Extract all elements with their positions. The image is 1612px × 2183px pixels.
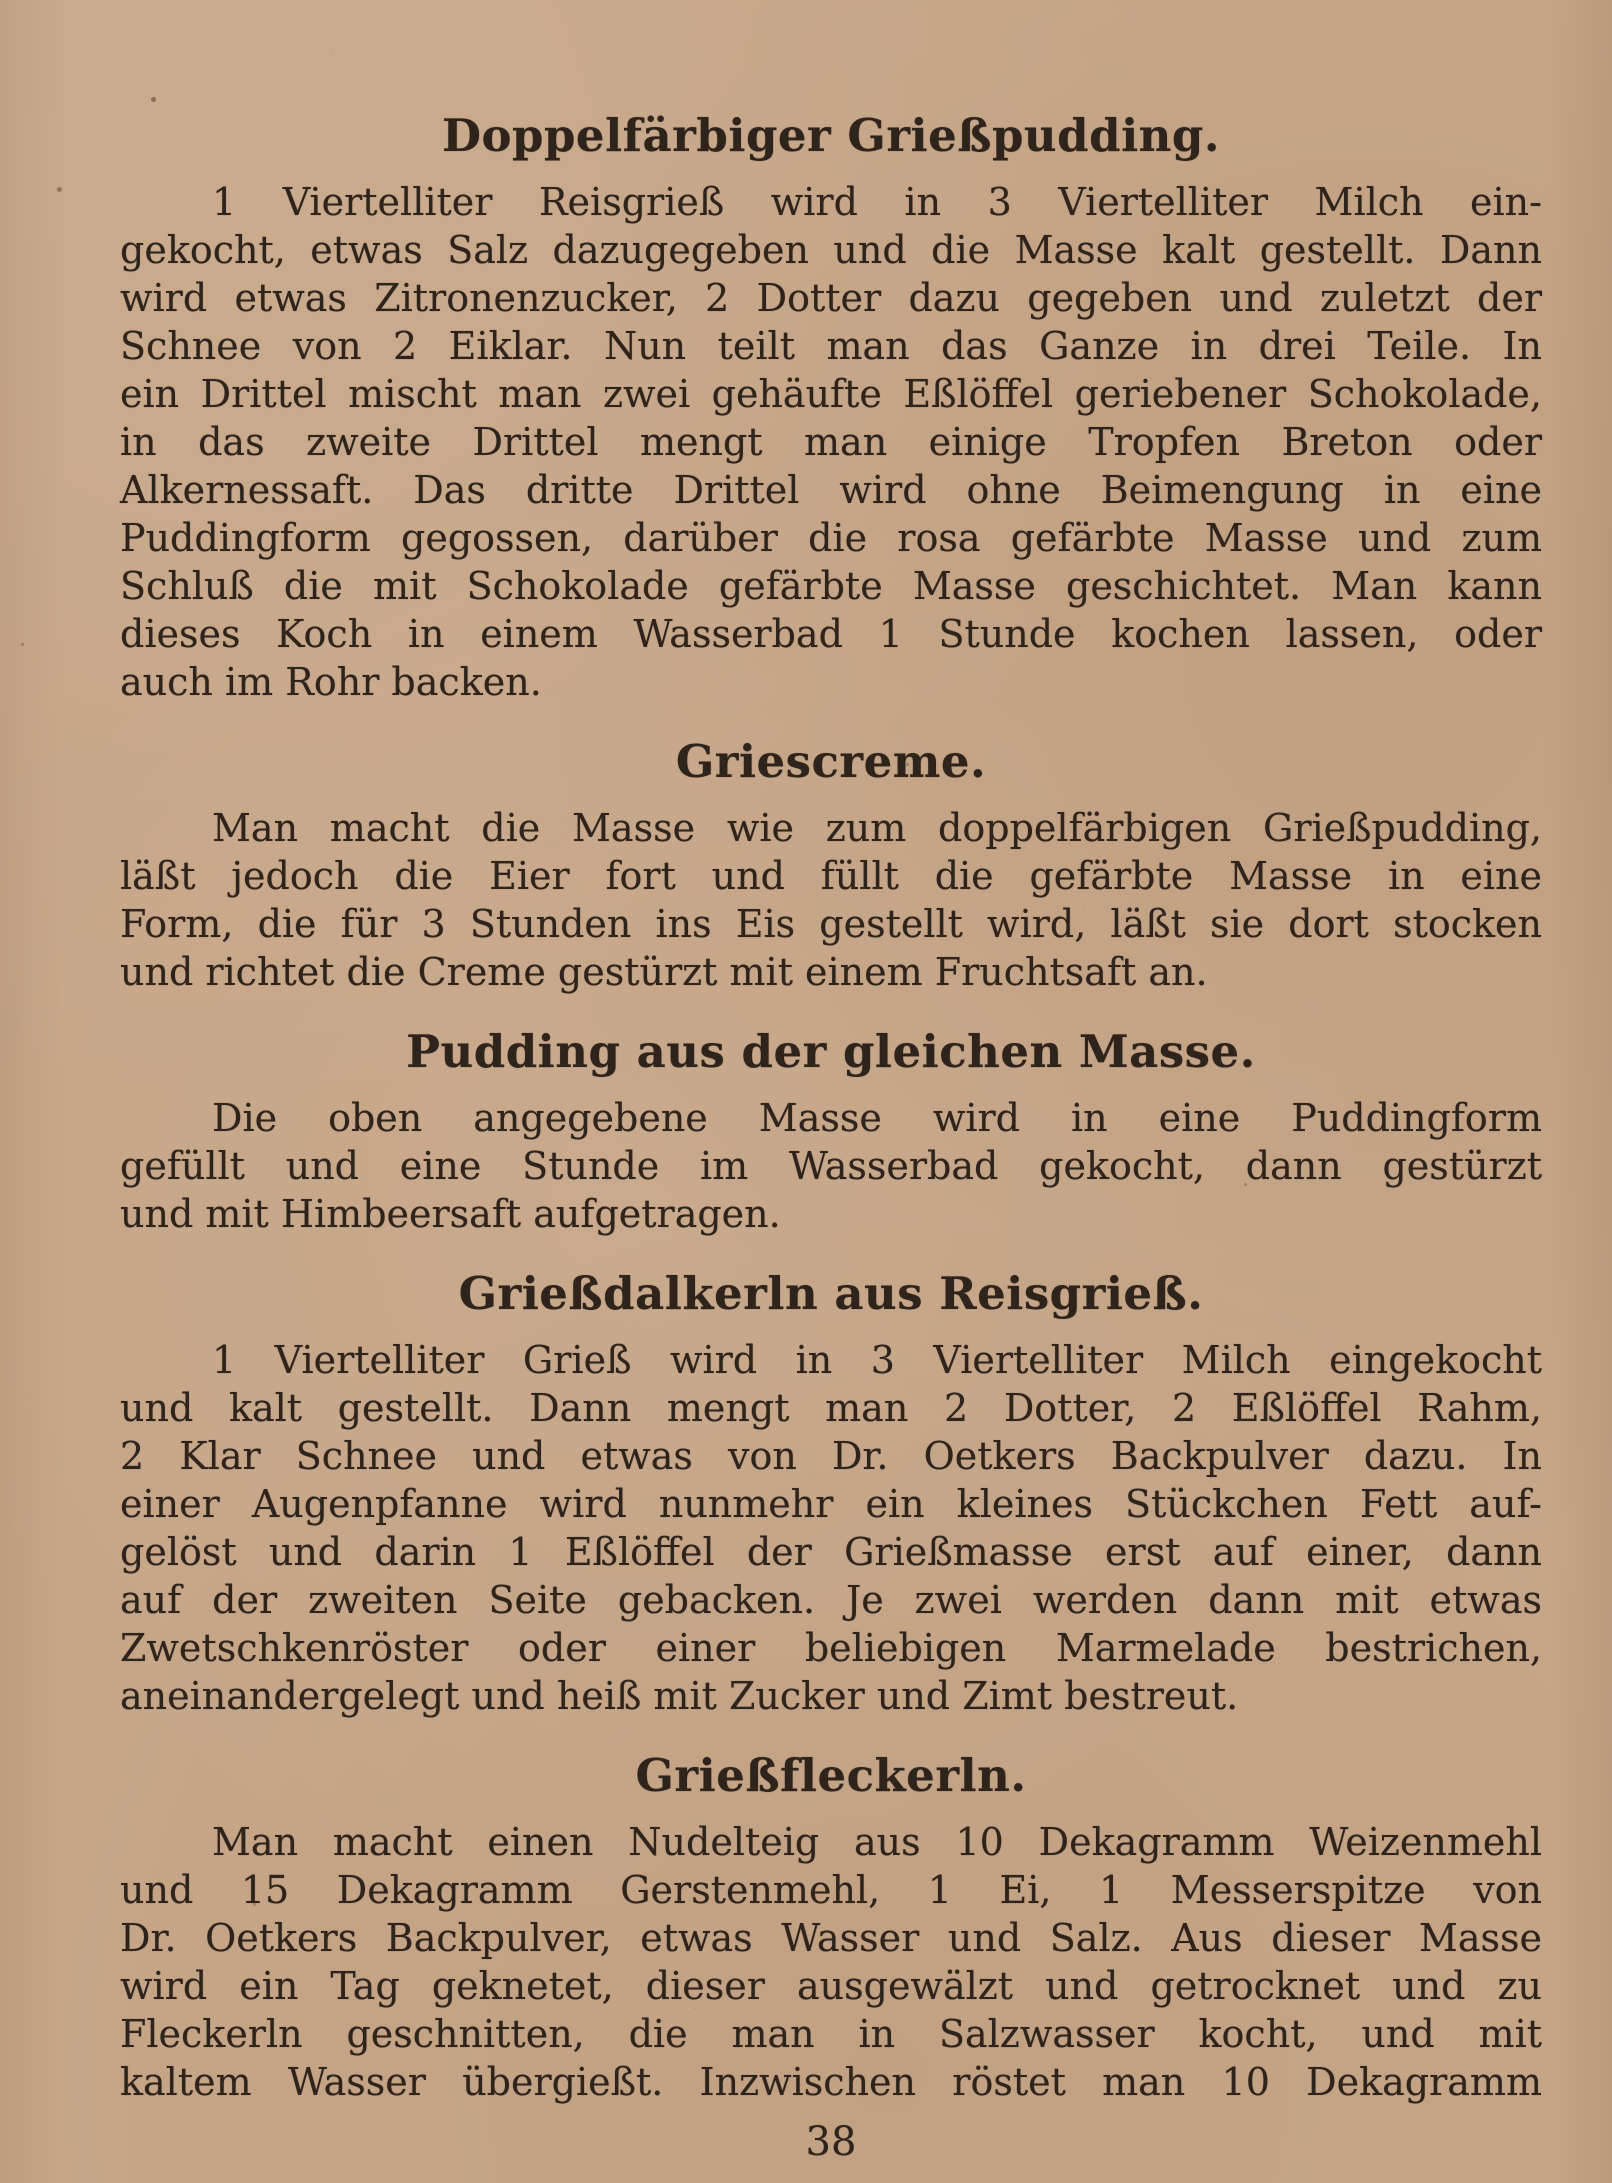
recipe-line: gefüllt und eine Stunde im Wasserbad gekocht, dann gestürzt (120, 1144, 1542, 1188)
recipe-body (120, 178, 1542, 706)
recipe-line: und mit Himbeersaft aufgetragen. (120, 1192, 781, 1236)
recipe-line: ein Drittel mischt man zwei gehäufte Eßlöffel geriebener Schokolade, (120, 372, 1542, 416)
recipe-title: Griescreme. (675, 735, 987, 788)
recipe-body (120, 1336, 1542, 1720)
page-number: 38 (805, 2119, 857, 2165)
recipe-title: Grießfleckerln. (635, 1749, 1027, 1802)
recipe-line: dieses Koch in einem Wasserbad 1 Stunde kochen lassen, oder (120, 612, 1542, 656)
recipe-line: 1 Viertelliter Grieß wird in 3 Viertelliter Milch eingekocht (212, 1338, 1542, 1382)
page-content (120, 0, 1542, 2106)
recipe-line: in das zweite Drittel mengt man einige Tropfen Breton oder (120, 420, 1542, 464)
recipe-line: Form, die für 3 Stunden ins Eis gestellt wird, läßt sie dort stocken (120, 902, 1542, 946)
recipe-line: läßt jedoch die Eier fort und füllt die gefärbte Masse in eine (120, 854, 1542, 898)
recipe-line: und 15 Dekagramm Gerstenmehl, 1 Ei, 1 Messerspitze von (120, 1868, 1542, 1912)
recipe-line: 1 Viertelliter Reisgrieß wird in 3 Viertelliter Milch ein- (212, 180, 1542, 224)
recipe-body (120, 804, 1542, 996)
recipe-line: auf der zweiten Seite gebacken. Je zwei werden dann mit etwas (120, 1578, 1542, 1622)
recipe-line: Man macht die Masse wie zum doppelfärbigen Grießpudding, (212, 806, 1542, 850)
recipe-line: 2 Klar Schnee und etwas von Dr. Oetkers Backpulver dazu. In (120, 1434, 1542, 1478)
recipe-title: Pudding aus der gleichen Masse. (406, 1025, 1256, 1078)
recipe-title: Grießdalkerln aus Reisgrieß. (458, 1267, 1204, 1320)
recipe-pudding-aus-der-gleichen-masse (120, 1026, 1542, 1238)
recipe-line: Schluß die mit Schokolade gefärbte Masse geschichtet. Man kann (120, 564, 1542, 608)
recipe-line: aneinandergelegt und heiß mit Zucker und Zimt bestreut. (120, 1674, 1239, 1718)
recipe-griescreme (120, 736, 1542, 996)
recipe-line: und kalt gestellt. Dann mengt man 2 Dotter, 2 Eßlöffel Rahm, (120, 1386, 1542, 1430)
recipe-line: gekocht, etwas Salz dazugegeben und die Masse kalt gestellt. Dann (120, 228, 1542, 272)
recipe-doppelfaerbiger-griesspudding (120, 110, 1542, 706)
recipe-line: auch im Rohr backen. (120, 660, 542, 704)
recipe-line: Man macht einen Nudelteig aus 10 Dekagramm Weizenmehl (212, 1820, 1542, 1864)
recipe-line: wird ein Tag geknetet, dieser ausgewälzt und getrocknet und zu (120, 1964, 1542, 2008)
recipe-line: einer Augenpfanne wird nunmehr ein kleines Stückchen Fett auf- (120, 1482, 1542, 1526)
recipe-body (120, 1094, 1542, 1238)
recipe-line: Fleckerln geschnitten, die man in Salzwasser kocht, und mit (120, 2012, 1542, 2056)
recipe-body (120, 1818, 1542, 2106)
recipe-griessdalkerln-aus-reisgriess (120, 1268, 1542, 1720)
recipe-line: Dr. Oetkers Backpulver, etwas Wasser und Salz. Aus dieser Masse (120, 1916, 1542, 1960)
recipe-griessfleckerln (120, 1750, 1542, 2106)
recipe-line: wird etwas Zitronenzucker, 2 Dotter dazu gegeben und zuletzt der (120, 276, 1542, 320)
recipe-title: Doppelfärbiger Grießpudding. (441, 109, 1221, 162)
recipe-line: Die oben angegebene Masse wird in eine Puddingform (212, 1096, 1542, 1140)
recipe-line: und richtet die Creme gestürzt mit einem Fruchtsaft an. (120, 950, 1208, 994)
recipe-line: Puddingform gegossen, darüber die rosa gefärbte Masse und zum (120, 516, 1542, 560)
recipe-line: kaltem Wasser übergießt. Inzwischen röstet man 10 Dekagramm (120, 2060, 1542, 2104)
recipe-line: Zwetschkenröster oder einer beliebigen Marmelade bestrichen, (120, 1626, 1542, 1670)
recipe-line: gelöst und darin 1 Eßlöffel der Grießmasse erst auf einer, dann (120, 1530, 1542, 1574)
recipe-line: Schnee von 2 Eiklar. Nun teilt man das Ganze in drei Teile. In (120, 324, 1542, 368)
recipe-line: Alkernessaft. Das dritte Drittel wird ohne Beimengung in eine (120, 468, 1542, 512)
